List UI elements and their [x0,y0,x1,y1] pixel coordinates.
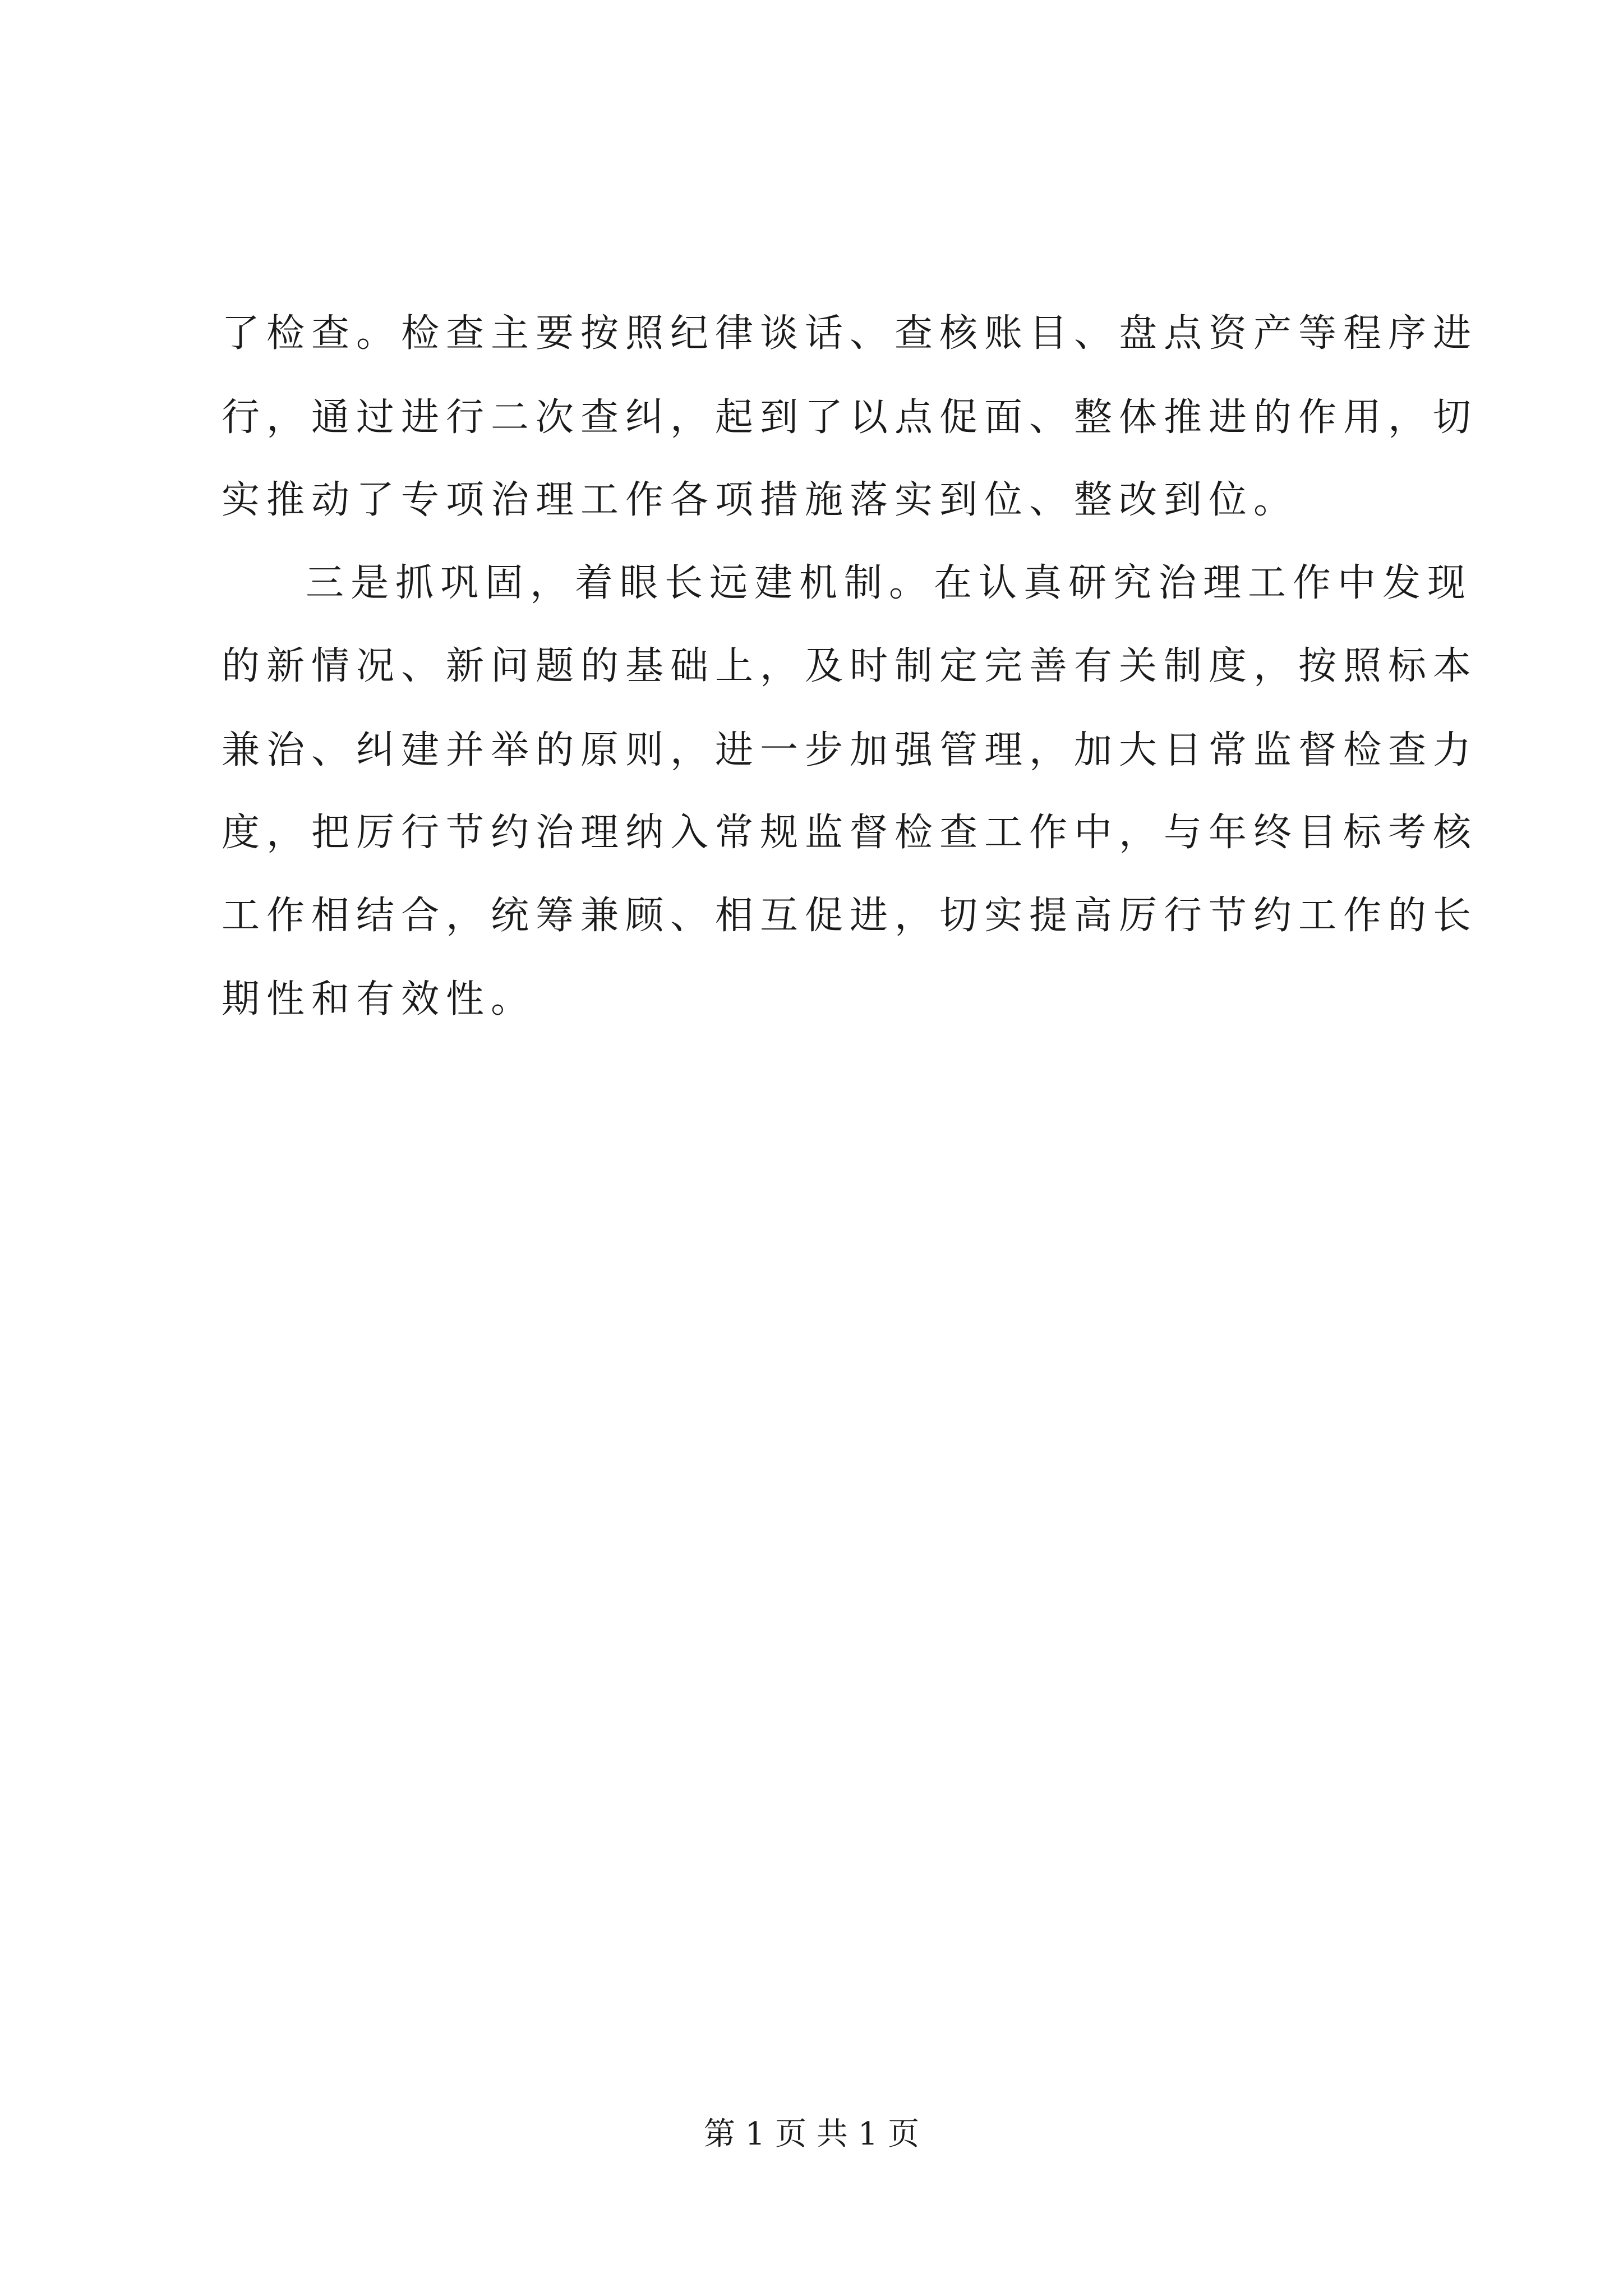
paragraph-line: 三是抓巩固，着眼长远建机制。在认真研究治理工作中发现 [306,561,1473,605]
page-footer: 第 1 页 共 1 页 [703,2116,920,2152]
paragraph-line: 兼治、纠建并举的原则，进一步加强管理，加大日常监督检查力 [222,728,1478,772]
paragraph-line: 了检查。检查主要按照纪律谈话、查核账目、盘点资产等程序进 [222,311,1478,356]
paragraph-line: 度，把厉行节约治理纳入常规监督检查工作中，与年终目标考核 [222,811,1478,855]
paragraph-line: 期性和有效性。 [222,977,536,1022]
paragraph-line: 的新情况、新问题的基础上，及时制定完善有关制度，按照标本 [222,644,1478,688]
paragraph-line: 实推动了专项治理工作各项措施落实到位、整改到位。 [222,478,1299,522]
paragraph-line: 行，通过进行二次查纠，起到了以点促面、整体推进的作用，切 [222,395,1478,440]
paragraph-line: 工作相结合，统筹兼顾、相互促进，切实提高厉行节约工作的长 [222,894,1478,938]
